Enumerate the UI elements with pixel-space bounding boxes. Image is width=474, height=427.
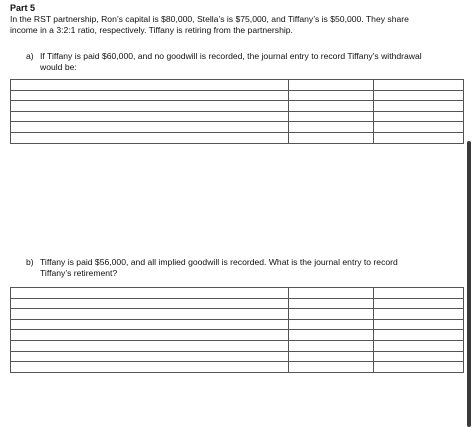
debit-cell[interactable] <box>289 288 374 299</box>
debit-cell[interactable] <box>289 298 374 309</box>
debit-cell[interactable] <box>289 80 374 91</box>
account-cell[interactable] <box>11 340 289 351</box>
journal-table-b <box>10 287 464 373</box>
journal-row <box>11 122 464 133</box>
credit-cell[interactable] <box>374 362 464 373</box>
intro-line: In the RST partnership, Ron’s capital is $80,000, Stella’s is $75,000, and Tiffany’s is $50,000. They share <box>10 14 409 24</box>
debit-cell[interactable] <box>289 351 374 362</box>
account-cell[interactable] <box>11 309 289 320</box>
account-cell[interactable] <box>11 319 289 330</box>
credit-cell[interactable] <box>374 351 464 362</box>
journal-row <box>11 288 464 299</box>
debit-cell[interactable] <box>289 132 374 143</box>
journal-row <box>11 80 464 91</box>
journal-row <box>11 362 464 373</box>
credit-cell[interactable] <box>374 132 464 143</box>
debit-cell[interactable] <box>289 330 374 341</box>
account-cell[interactable] <box>11 111 289 122</box>
account-cell[interactable] <box>11 132 289 143</box>
debit-cell[interactable] <box>289 309 374 320</box>
credit-cell[interactable] <box>374 101 464 112</box>
question-a <box>26 51 446 72</box>
credit-cell[interactable] <box>374 330 464 341</box>
question-a-line: If Tiffany is paid $60,000, and no goodwill is recorded, the journal entry to record Tiffany’s withdrawal <box>40 51 422 61</box>
question-b-marker: b) <box>26 257 34 267</box>
journal-row <box>11 330 464 341</box>
debit-cell[interactable] <box>289 340 374 351</box>
journal-row <box>11 111 464 122</box>
debit-cell[interactable] <box>289 122 374 133</box>
account-cell[interactable] <box>11 362 289 373</box>
debit-cell[interactable] <box>289 319 374 330</box>
account-cell[interactable] <box>11 351 289 362</box>
credit-cell[interactable] <box>374 90 464 101</box>
credit-cell[interactable] <box>374 122 464 133</box>
account-cell[interactable] <box>11 101 289 112</box>
scrollbar[interactable] <box>467 141 471 427</box>
credit-cell[interactable] <box>374 80 464 91</box>
journal-row <box>11 351 464 362</box>
question-a-marker: a) <box>26 51 34 61</box>
credit-cell[interactable] <box>374 111 464 122</box>
question-a-line: would be: <box>40 61 77 72</box>
journal-row <box>11 319 464 330</box>
debit-cell[interactable] <box>289 90 374 101</box>
debit-cell[interactable] <box>289 101 374 112</box>
journal-row <box>11 90 464 101</box>
account-cell[interactable] <box>11 80 289 91</box>
question-b-line: Tiffany is paid $56,000, and all implied goodwill is recorded. What is the journal entry to record <box>40 257 398 267</box>
journal-row <box>11 101 464 112</box>
credit-cell[interactable] <box>374 288 464 299</box>
account-cell[interactable] <box>11 122 289 133</box>
debit-cell[interactable] <box>289 362 374 373</box>
account-cell[interactable] <box>11 330 289 341</box>
journal-row <box>11 340 464 351</box>
journal-row <box>11 132 464 143</box>
credit-cell[interactable] <box>374 340 464 351</box>
credit-cell[interactable] <box>374 319 464 330</box>
intro-paragraph <box>10 14 465 35</box>
journal-row <box>11 298 464 309</box>
part-title: Part 5 <box>10 3 36 13</box>
intro-line: income in a 3:2:1 ratio, respectively. Tiffany is retiring from the partnership. <box>10 24 293 35</box>
account-cell[interactable] <box>11 298 289 309</box>
question-b-line: Tiffany’s retirement? <box>40 267 118 278</box>
journal-table-a <box>10 79 464 144</box>
debit-cell[interactable] <box>289 111 374 122</box>
credit-cell[interactable] <box>374 309 464 320</box>
account-cell[interactable] <box>11 288 289 299</box>
question-b <box>26 257 446 278</box>
credit-cell[interactable] <box>374 298 464 309</box>
journal-row <box>11 309 464 320</box>
account-cell[interactable] <box>11 90 289 101</box>
